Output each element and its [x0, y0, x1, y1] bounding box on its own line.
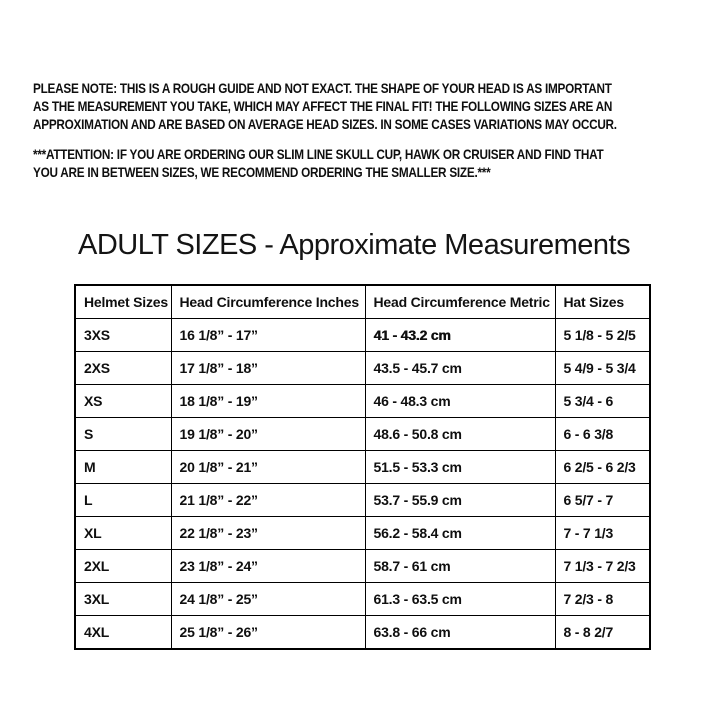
- table-header-row: [75, 285, 650, 319]
- notice-line: ***ATTENTION: IF YOU ARE ORDERING OUR SLIM LINE SKULL CUP, HAWK OR CRUISER AND FIND THAT: [33, 146, 604, 162]
- metric-cell: 48.6 - 50.8 cm: [365, 418, 555, 451]
- helmet-size-cell: L: [75, 484, 171, 517]
- attention-paragraph: [33, 145, 603, 181]
- hat-size-cell: 7 2/3 - 8: [555, 583, 650, 616]
- hat-size-cell: 6 2/5 - 6 2/3: [555, 451, 650, 484]
- notice-line: AS THE MEASUREMENT YOU TAKE, WHICH MAY AFFECT THE FINAL FIT! THE FOLLOWING SIZES ARE AN: [33, 98, 613, 114]
- inches-cell: 16 1/8” - 17”: [171, 319, 365, 352]
- inches-cell: 24 1/8” - 25”: [171, 583, 365, 616]
- metric-cell: 41 - 43.2 cm: [365, 319, 555, 352]
- inches-cell: 17 1/8” - 18”: [171, 352, 365, 385]
- hat-size-cell: 5 1/8 - 5 2/5: [555, 319, 650, 352]
- inches-cell: 18 1/8” - 19”: [171, 385, 365, 418]
- table-row: [75, 418, 650, 451]
- header-circumference-inches: Head Circumference Inches: [171, 285, 365, 319]
- hat-size-cell: 5 3/4 - 6: [555, 385, 650, 418]
- hat-size-cell: 8 - 8 2/7: [555, 616, 650, 650]
- metric-cell: 53.7 - 55.9 cm: [365, 484, 555, 517]
- notice-line: APPROXIMATION AND ARE BASED ON AVERAGE HEAD SIZES. IN SOME CASES VARIATIONS MAY OCCUR.: [33, 116, 617, 132]
- helmet-size-cell: M: [75, 451, 171, 484]
- page-title: ADULT SIZES - Approximate Measurements: [78, 229, 631, 261]
- table-row: [75, 616, 650, 650]
- metric-cell: 56.2 - 58.4 cm: [365, 517, 555, 550]
- metric-cell: 63.8 - 66 cm: [365, 616, 555, 650]
- table-row: [75, 583, 650, 616]
- table-row: [75, 319, 650, 352]
- notice-line: PLEASE NOTE: THIS IS A ROUGH GUIDE AND NOT EXACT. THE SHAPE OF YOUR HEAD IS AS IMPORTANT: [33, 80, 612, 96]
- header-circumference-metric: Head Circumference Metric: [365, 285, 555, 319]
- table-row: [75, 451, 650, 484]
- hat-size-cell: 7 - 7 1/3: [555, 517, 650, 550]
- inches-cell: 21 1/8” - 22”: [171, 484, 365, 517]
- metric-cell: 61.3 - 63.5 cm: [365, 583, 555, 616]
- table-row: [75, 517, 650, 550]
- table-row: [75, 484, 650, 517]
- metric-cell: 58.7 - 61 cm: [365, 550, 555, 583]
- helmet-size-cell: 4XL: [75, 616, 171, 650]
- hat-size-cell: 7 1/3 - 7 2/3: [555, 550, 650, 583]
- inches-cell: 23 1/8” - 24”: [171, 550, 365, 583]
- table-row: [75, 352, 650, 385]
- header-hat-sizes: Hat Sizes: [555, 285, 650, 319]
- metric-cell: 51.5 - 53.3 cm: [365, 451, 555, 484]
- please-note-paragraph: [33, 79, 617, 133]
- helmet-size-cell: S: [75, 418, 171, 451]
- hat-size-cell: 6 5/7 - 7: [555, 484, 650, 517]
- inches-cell: 20 1/8” - 21”: [171, 451, 365, 484]
- helmet-size-cell: XL: [75, 517, 171, 550]
- adult-sizes-table: [74, 284, 651, 650]
- helmet-size-cell: 3XL: [75, 583, 171, 616]
- header-helmet-sizes: Helmet Sizes: [75, 285, 171, 319]
- metric-cell: 46 - 48.3 cm: [365, 385, 555, 418]
- notice-line: YOU ARE IN BETWEEN SIZES, WE RECOMMEND ORDERING THE SMALLER SIZE.***: [33, 164, 491, 180]
- table-row: [75, 550, 650, 583]
- helmet-size-cell: 2XL: [75, 550, 171, 583]
- table-row: [75, 385, 650, 418]
- inches-cell: 25 1/8” - 26”: [171, 616, 365, 650]
- inches-cell: 19 1/8” - 20”: [171, 418, 365, 451]
- hat-size-cell: 6 - 6 3/8: [555, 418, 650, 451]
- metric-cell: 43.5 - 45.7 cm: [365, 352, 555, 385]
- inches-cell: 22 1/8” - 23”: [171, 517, 365, 550]
- helmet-size-cell: XS: [75, 385, 171, 418]
- hat-size-cell: 5 4/9 - 5 3/4: [555, 352, 650, 385]
- helmet-size-cell: 3XS: [75, 319, 171, 352]
- helmet-size-cell: 2XS: [75, 352, 171, 385]
